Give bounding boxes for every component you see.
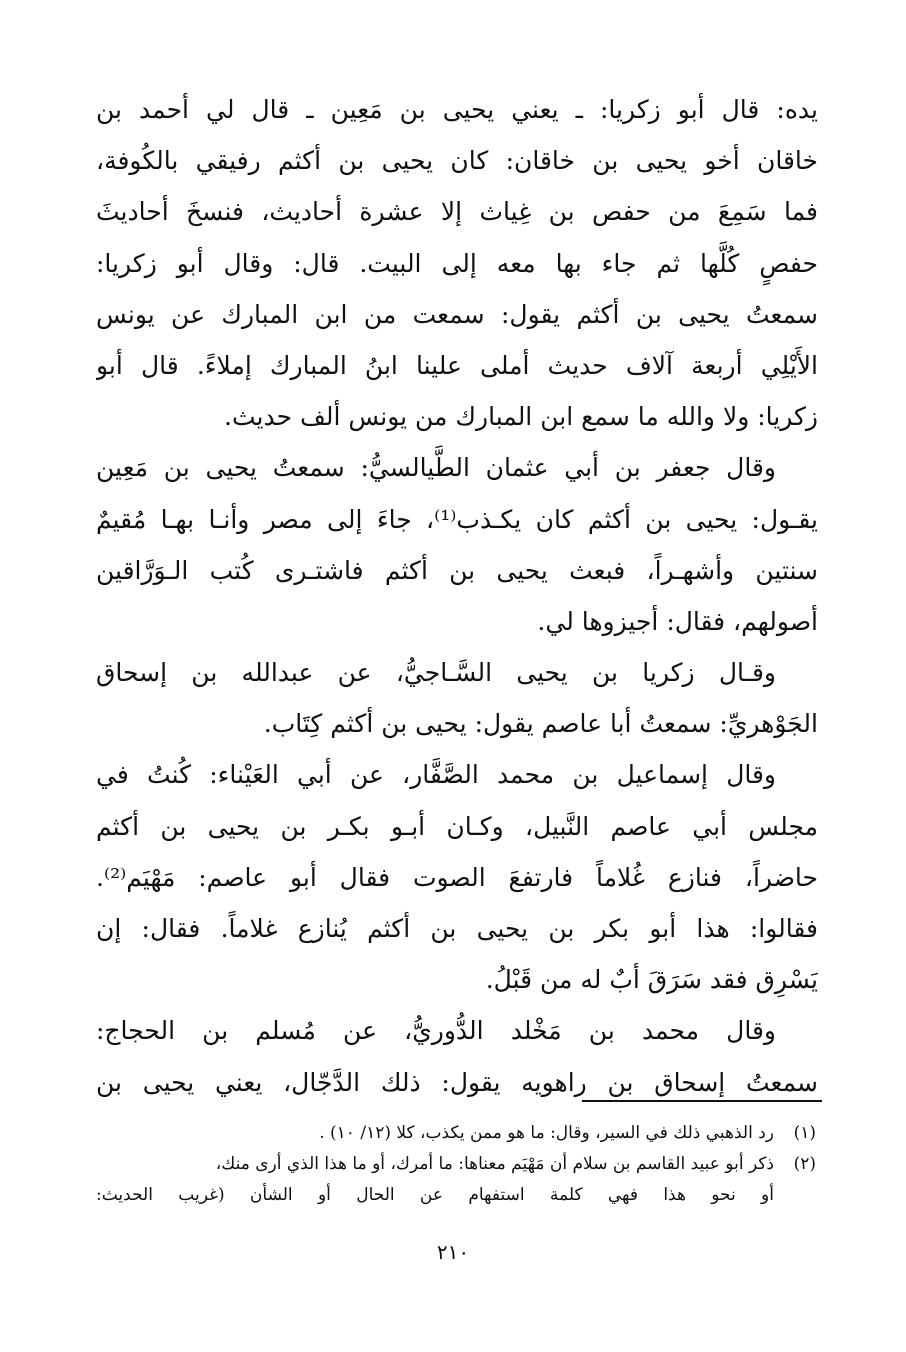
text-line: سمعتُ إسحاق بن راهويه يقول: ذلك الدَّجّال، يعني يحيى بن (96, 1067, 818, 1097)
text-line: وقـال زكريا بن يحيى السَّـاجيُّ، عن عبدالله بن إسحاق (96, 658, 776, 688)
text-line: مجلس أبي عاصم النَّبيل، وكـان أبـو بكـر بن يحيى بن أكثم (96, 811, 818, 841)
page-number: ٢١٠ (436, 1240, 470, 1264)
text-line: يده: قال أبو زكريا: ـ يعني يحيى بن مَعِين ـ قال لي أحمد بن (96, 95, 818, 124)
footnote-text: رد الذهبي ذلك في السير، وقال: ما هو ممن يكذب، كلا (١٢/ ١٠) . (319, 1123, 774, 1143)
text-line: الجَوْهريِّ: سمعتُ أبا عاصم يقول: يحيى بن أكثم كِتَاب. (263, 709, 818, 739)
text-line: حاضراً، فنازع غُلاماً فارتفعَ الصوت فقال أبو عاصم: مَهْيَم⁽²⁾. (96, 862, 818, 892)
footnotes (96, 1118, 816, 1211)
text-line: زكريا: ولا والله ما سمع ابن المبارك من يونس ألف حديث. (224, 402, 818, 432)
text-line: سنتين وأشهـراً، فبعث يحيى بن أكثم فاشتـرى كُتب الـوَرَّاقين (96, 555, 818, 585)
text-line: فما سَمِعَ من حفص بن غِياث إلا عشرة أحاديث، فنسخَ أحاديثَ (96, 197, 818, 227)
footnote-2 (96, 1149, 816, 1180)
footnote-2-continuation: أو نحو هذا فهي كلمة استفهام عن الحال أو الشأن (غريب الحديث: (96, 1185, 774, 1205)
text-line: يقـول: يحيى بن أكثم كان يكـذب⁽¹⁾، جاءَ إلى مصر وأنـا بهـا مُقيمٌ (96, 504, 818, 534)
text-line: أصولهم، فقال: أجيزوها لي. (537, 606, 818, 636)
text-line: يَسْرِق فقد سَرَقَ أبٌ له من قَبْلُ. (485, 965, 818, 995)
main-text (96, 84, 818, 1108)
footnote-marker: (٢) (793, 1154, 816, 1174)
footnote-marker: (١) (793, 1123, 816, 1143)
footnote-text: ذكر أبو عبيد القاسم بن سلام أن مَهْيَم معناها: ما أمرك، أو ما هذا الذي أرى منك، (215, 1154, 774, 1174)
text-line: فقالوا: هذا أبو بكر بن يحيى بن أكثم يُنازع غلاماً. فقال: إن (96, 914, 818, 943)
text-line: سمعتُ يحيى بن أكثم يقول: سمعت من ابن المبارك عن يونس (96, 299, 818, 329)
text-line: وقال محمد بن مَخْلد الدُّوريُّ، عن مُسلم بن الحجاج: (96, 1016, 776, 1046)
text-line: خاقان أخو يحيى بن خاقان: كان يحيى بن أكثم رفيقي بالكُوفة، (96, 146, 818, 176)
text-line: وقال إسماعيل بن محمد الصَّفَّار، عن أبي العَيْناء: كُنتُ في (96, 760, 776, 790)
text-line: وقال جعفر بن أبي عثمان الطَّيالسيُّ: سمعتُ يحيى بن مَعِين (96, 453, 776, 483)
footnote-1 (96, 1118, 816, 1149)
footnote-separator (582, 1100, 822, 1102)
text-line: الأَيْلِي أربعة آلاف حديث أملى علينا ابنُ المبارك إملاءً. قال أبو (96, 350, 818, 380)
text-line: حفصٍ كُلَّها ثم جاء بها معه إلى البيت. قال: وقال أبو زكريا: (96, 248, 818, 278)
